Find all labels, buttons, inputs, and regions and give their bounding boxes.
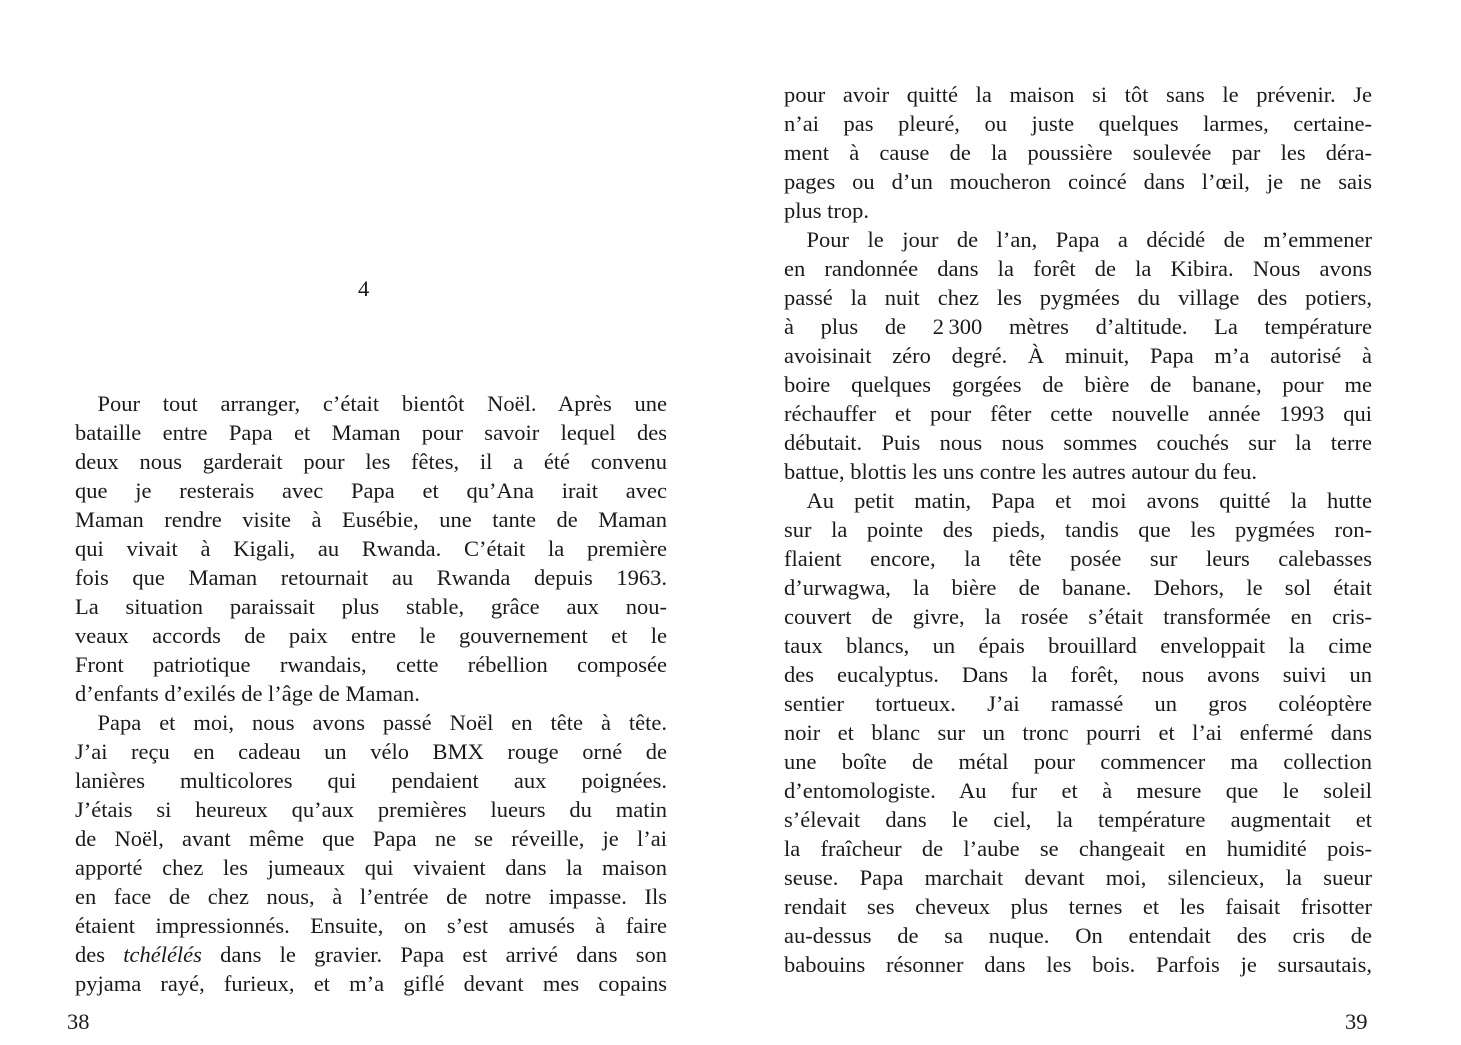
text-line: pour avoir quitté la maison si tôt sans le prévenir. Je — [784, 82, 1372, 107]
text-line: veaux accords de paix entre le gouvernement et le — [75, 623, 667, 648]
right-page — [730, 0, 1461, 1045]
text-line: fois que Maman retournait au Rwanda depuis 1963. — [75, 565, 667, 590]
text-line: Pour le jour de l’an, Papa a décidé de m’emmener — [784, 227, 1372, 252]
text-line: deux nous garderait pour les fêtes, il a été convenu — [75, 449, 667, 474]
text-line: noir et blanc sur un tronc pourri et l’ai enfermé dans — [784, 720, 1372, 745]
text-line: babouins résonner dans les bois. Parfois je sursautais, — [784, 952, 1372, 977]
text-line: Maman rendre visite à Eusébie, une tante de Maman — [75, 507, 667, 532]
text-line: étaient impressionnés. Ensuite, on s’est amusés à faire — [75, 913, 667, 938]
text-line: passé la nuit chez les pygmées du village des potiers, — [784, 285, 1372, 310]
text-line: n’ai pas pleuré, ou juste quelques larmes, certaine- — [784, 111, 1372, 136]
text-line: plus trop. — [784, 198, 870, 223]
text-line: Front patriotique rwandais, cette rébellion composée — [75, 652, 667, 677]
text-line: d’urwagwa, la bière de banane. Dehors, le sol était — [784, 575, 1372, 600]
text-line: Au petit matin, Papa et moi avons quitté la hutte — [784, 488, 1372, 513]
text-line: la fraîcheur de l’aube se changeait en humidité pois- — [784, 836, 1372, 861]
text-line: réchauffer et pour fêter cette nouvelle année 1993 qui — [784, 401, 1372, 426]
text-fragment: des — [75, 942, 124, 967]
text-line: apporté chez les jumeaux qui vivaient dans la maison — [75, 855, 667, 880]
chapter-number: 4 — [358, 276, 370, 301]
text-line: J’ai reçu en cadeau un vélo BMX rouge orné de — [75, 739, 667, 764]
text-line: d’enfants d’exilés de l’âge de Maman. — [75, 681, 420, 706]
text-line: pages ou d’un moucheron coincé dans l’œil, je ne sais — [784, 169, 1372, 194]
page-number-left: 38 — [67, 1009, 90, 1034]
text-line: ment à cause de la poussière soulevée par les déra- — [784, 140, 1372, 165]
text-line: à plus de 2 300 mètres d’altitude. La température — [784, 314, 1372, 339]
text-line: d’entomologiste. Au fur et à mesure que le soleil — [784, 778, 1372, 803]
text-line: en face de chez nous, à l’entrée de notre impasse. Ils — [75, 884, 667, 909]
text-line: couvert de givre, la rosée s’était transformée en cris- — [784, 604, 1372, 629]
text-line: La situation paraissait plus stable, grâce aux nou- — [75, 594, 667, 619]
text-line: boire quelques gorgées de bière de banane, pour me — [784, 372, 1372, 397]
text-line: des eucalyptus. Dans la forêt, nous avons suivi un — [784, 662, 1372, 687]
text-fragment: dans le gravier. Papa est arrivé dans son — [201, 942, 667, 967]
text-line: s’élevait dans le ciel, la température augmentait et — [784, 807, 1372, 832]
text-line: battue, blottis les uns contre les autres autour du feu. — [784, 459, 1258, 484]
text-line: sur la pointe des pieds, tandis que les pygmées ron- — [784, 517, 1372, 542]
text-line: débutait. Puis nous nous sommes couchés sur la terre — [784, 430, 1372, 455]
text-line: de Noël, avant même que Papa ne se réveille, je l’ai — [75, 826, 667, 851]
text-line: taux blancs, un épais brouillard enveloppait la cime — [784, 633, 1372, 658]
text-line: rendait ses cheveux plus ternes et les faisait frisotter — [784, 894, 1372, 919]
left-page — [0, 0, 730, 1045]
text-line: J’étais si heureux qu’aux premières lueurs du matin — [75, 797, 667, 822]
text-line: avoisinait zéro degré. À minuit, Papa m’a autorisé à — [784, 343, 1372, 368]
text-line-with-italic — [75, 940, 667, 969]
text-line: seuse. Papa marchait devant moi, silencieux, la sueur — [784, 865, 1372, 890]
page-number-right: 39 — [1345, 1009, 1368, 1034]
text-line: pyjama rayé, furieux, et m’a giflé devant mes copains — [75, 971, 667, 996]
text-line: flaient encore, la tête posée sur leurs calebasses — [784, 546, 1372, 571]
text-line: bataille entre Papa et Maman pour savoir lequel des — [75, 420, 667, 445]
text-line: sentier tortueux. J’ai ramassé un gros coléoptère — [784, 691, 1372, 716]
text-line: que je resterais avec Papa et qu’Ana irait avec — [75, 478, 667, 503]
text-line: Papa et moi, nous avons passé Noël en tête à tête. — [75, 710, 667, 735]
text-line: en randonnée dans la forêt de la Kibira. Nous avons — [784, 256, 1372, 281]
text-line: Pour tout arranger, c’était bientôt Noël. Après une — [75, 391, 667, 416]
italic-word: tchélélés — [123, 942, 202, 967]
text-line: au-dessus de sa nuque. On entendait des cris de — [784, 923, 1372, 948]
text-line: lanières multicolores qui pendaient aux poignées. — [75, 768, 667, 793]
text-line: une boîte de métal pour commencer ma collection — [784, 749, 1372, 774]
text-line: qui vivait à Kigali, au Rwanda. C’était la première — [75, 536, 667, 561]
